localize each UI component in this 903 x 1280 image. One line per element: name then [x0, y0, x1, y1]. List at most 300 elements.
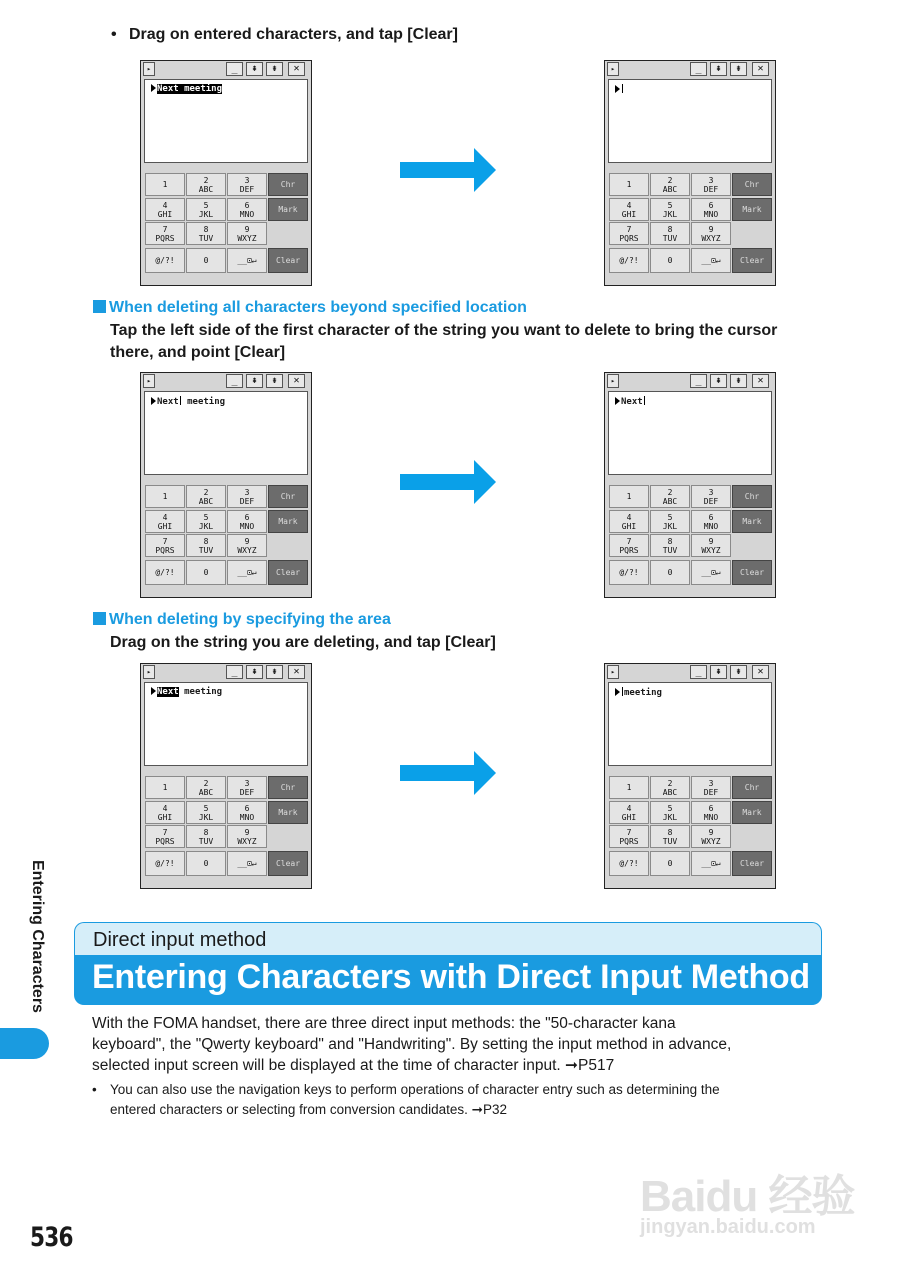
text-before-cursor: Next	[621, 397, 643, 407]
input-screen-after-2	[604, 372, 776, 598]
key-label: @/?!	[155, 256, 175, 265]
key-sublabel: JKL	[198, 521, 214, 531]
key-sublabel: GHI	[157, 521, 173, 531]
section3-heading	[93, 611, 391, 629]
menu-button[interactable]: ▸	[607, 62, 619, 76]
input-screen-after-3	[604, 663, 776, 889]
section-band-bottom	[74, 955, 822, 1005]
key-sublabel: PQRS	[155, 233, 175, 243]
key-sublabel: GHI	[157, 209, 173, 219]
minimize-button[interactable]: _	[690, 665, 707, 679]
key-sublabel: ABC	[662, 787, 678, 797]
key-label: Clear	[275, 568, 301, 577]
key-5[interactable]	[650, 510, 690, 533]
key-label: 0	[667, 256, 673, 265]
note-line1: You can also use the navigation keys to perform operations of character entry such as determining the	[110, 1082, 720, 1097]
key-label: 8	[203, 224, 209, 234]
key-mark[interactable]	[732, 510, 772, 533]
key-sublabel: TUV	[198, 545, 214, 555]
key-label: 7	[626, 224, 632, 234]
key-sublabel: ABC	[198, 184, 214, 194]
scroll-down-button[interactable]: ⇟	[266, 665, 283, 679]
text-entry-area[interactable]	[608, 682, 772, 766]
text-cursor	[622, 84, 623, 93]
key-label: 6	[708, 512, 714, 522]
minimize-button[interactable]: _	[226, 374, 243, 388]
key-sublabel: ABC	[662, 496, 678, 506]
key-label: 4	[162, 200, 168, 210]
key-sublabel: PQRS	[155, 545, 175, 555]
key-6[interactable]	[227, 510, 267, 533]
key-sublabel: GHI	[621, 812, 637, 822]
key-4[interactable]	[145, 801, 185, 824]
key-0[interactable]	[186, 560, 226, 585]
close-button[interactable]: ✕	[752, 374, 769, 388]
key-4[interactable]	[145, 198, 185, 221]
key-7[interactable]	[609, 534, 649, 557]
key-label: 4	[626, 803, 632, 813]
text-entry-area[interactable]	[608, 79, 772, 163]
key-8[interactable]	[186, 825, 226, 848]
key-clear[interactable]	[732, 248, 772, 273]
text-entry-area[interactable]	[144, 391, 308, 475]
key-label: 7	[626, 536, 632, 546]
cursor-marker-icon	[151, 397, 156, 405]
key-[interactable]	[691, 248, 731, 273]
key-label: 8	[203, 827, 209, 837]
key-sublabel: DEF	[239, 787, 255, 797]
key-label: 8	[667, 536, 673, 546]
side-chapter-label: Entering Characters	[29, 860, 46, 1013]
key-label: 2	[667, 487, 673, 497]
key-sublabel: ABC	[662, 184, 678, 194]
key-sublabel: DEF	[703, 496, 719, 506]
key-1[interactable]	[609, 173, 649, 196]
key-2[interactable]	[650, 173, 690, 196]
key-8[interactable]	[650, 534, 690, 557]
key-mark[interactable]	[732, 198, 772, 221]
key-label: 8	[203, 536, 209, 546]
key-5[interactable]	[650, 198, 690, 221]
minimize-button[interactable]: _	[226, 665, 243, 679]
key-mark[interactable]	[268, 510, 308, 533]
key-label: 9	[244, 827, 250, 837]
key-chr[interactable]	[732, 776, 772, 799]
key-label: 5	[203, 803, 209, 813]
key-sublabel: PQRS	[619, 545, 639, 555]
text-after-cursor: meeting	[181, 397, 226, 407]
text-entry-area[interactable]	[144, 79, 308, 163]
key-label: 6	[244, 200, 250, 210]
key-label: 4	[162, 512, 168, 522]
scroll-down-button[interactable]: ⇟	[730, 665, 747, 679]
key-label: Chr	[744, 180, 760, 189]
body-paragraph	[92, 1013, 812, 1076]
key-label: 5	[203, 512, 209, 522]
key-sublabel: JKL	[662, 209, 678, 219]
key-4[interactable]	[609, 198, 649, 221]
key-label: 4	[626, 512, 632, 522]
key-mark[interactable]	[732, 801, 772, 824]
key-label: 6	[244, 803, 250, 813]
key-clear[interactable]	[732, 560, 772, 585]
input-screen-before-3	[140, 663, 312, 889]
key-label: 0	[203, 256, 209, 265]
key-sublabel: WXYZ	[701, 233, 721, 243]
selected-text: Next meeting	[157, 84, 223, 94]
scroll-up-button[interactable]: ⇞	[710, 374, 727, 388]
minimize-button[interactable]: _	[690, 62, 707, 76]
key-chr[interactable]	[268, 173, 308, 196]
key-chr[interactable]	[268, 485, 308, 508]
key-sublabel: WXYZ	[237, 545, 257, 555]
key-label: Clear	[275, 859, 301, 868]
key-[interactable]	[145, 248, 185, 273]
key-0[interactable]	[186, 248, 226, 273]
bullet-dot: •	[111, 26, 117, 43]
key-9[interactable]	[691, 825, 731, 848]
key-[interactable]	[227, 248, 267, 273]
scroll-down-button[interactable]: ⇟	[266, 374, 283, 388]
key-1[interactable]	[145, 485, 185, 508]
key-sublabel: DEF	[703, 184, 719, 194]
key-label: Mark	[278, 808, 298, 817]
scroll-up-button[interactable]: ⇞	[246, 374, 263, 388]
key-label: Mark	[278, 517, 298, 526]
key-sublabel: TUV	[198, 233, 214, 243]
key-label: 2	[203, 778, 209, 788]
key-2[interactable]	[650, 485, 690, 508]
key-9[interactable]	[691, 534, 731, 557]
key-6[interactable]	[227, 801, 267, 824]
key-0[interactable]	[650, 560, 690, 585]
cursor-marker-icon	[151, 84, 156, 92]
key-clear[interactable]	[732, 851, 772, 876]
section-band-top	[74, 922, 822, 956]
key-sublabel: MNO	[239, 209, 255, 219]
key-0[interactable]	[186, 851, 226, 876]
key-sublabel: TUV	[198, 836, 214, 846]
section2-instruction	[110, 320, 870, 364]
key-sublabel: WXYZ	[701, 836, 721, 846]
cursor-marker-icon	[151, 687, 156, 695]
key-label: __⊡↵	[237, 859, 257, 868]
key-0[interactable]	[650, 851, 690, 876]
key-label: 9	[244, 224, 250, 234]
right-arrow-icon	[400, 460, 496, 504]
key-label: @/?!	[619, 256, 639, 265]
key-8[interactable]	[186, 222, 226, 245]
watermark-url: jingyan.baidu.com	[640, 1216, 816, 1238]
key-3[interactable]	[691, 776, 731, 799]
key-label: __⊡↵	[701, 568, 721, 577]
cursor-marker-icon	[615, 688, 620, 696]
key-label: Clear	[739, 859, 765, 868]
key-5[interactable]	[186, 198, 226, 221]
key-sublabel: WXYZ	[237, 233, 257, 243]
key-label: 6	[708, 200, 714, 210]
key-chr[interactable]	[268, 776, 308, 799]
key-7[interactable]	[609, 222, 649, 245]
section2-instruction-line2: there, and point [Clear]	[110, 344, 286, 361]
page-number: 536	[30, 1222, 73, 1253]
close-button[interactable]: ✕	[288, 62, 305, 76]
key-4[interactable]	[609, 801, 649, 824]
key-6[interactable]	[227, 198, 267, 221]
key-label: 9	[708, 224, 714, 234]
section2-instruction-line1: Tap the left side of the first character of the string you want to delete to bring the cursor	[110, 322, 778, 339]
key-[interactable]	[691, 560, 731, 585]
square-marker-icon	[93, 300, 106, 313]
key-label: Chr	[744, 783, 760, 792]
key-[interactable]	[145, 851, 185, 876]
intro-bullet	[111, 26, 458, 44]
section-subtitle: Direct input method	[93, 929, 267, 951]
menu-button[interactable]: ▸	[143, 665, 155, 679]
key-label: __⊡↵	[701, 859, 721, 868]
key-5[interactable]	[186, 510, 226, 533]
key-7[interactable]	[145, 534, 185, 557]
key-label: 4	[162, 803, 168, 813]
key-label: 5	[667, 200, 673, 210]
scroll-up-button[interactable]: ⇞	[710, 62, 727, 76]
key-sublabel: GHI	[621, 209, 637, 219]
key-[interactable]	[691, 851, 731, 876]
close-button[interactable]: ✕	[288, 665, 305, 679]
scroll-down-button[interactable]: ⇟	[266, 62, 283, 76]
key-2[interactable]	[186, 776, 226, 799]
key-sublabel: DEF	[239, 496, 255, 506]
scroll-up-button[interactable]: ⇞	[246, 62, 263, 76]
key-7[interactable]	[145, 222, 185, 245]
key-label: Chr	[744, 492, 760, 501]
key-chr[interactable]	[732, 173, 772, 196]
key-[interactable]	[227, 560, 267, 585]
key-3[interactable]	[691, 485, 731, 508]
key-label: 3	[244, 487, 250, 497]
key-label: 6	[708, 803, 714, 813]
key-5[interactable]	[650, 801, 690, 824]
key-3[interactable]	[691, 173, 731, 196]
key-clear[interactable]	[268, 560, 308, 585]
watermark-logo: Baidu 经验	[640, 1172, 855, 1221]
minimize-button[interactable]: _	[226, 62, 243, 76]
body-line3: selected input screen will be displayed at the time of character input. ➞P517	[92, 1057, 615, 1074]
key-sublabel: TUV	[662, 545, 678, 555]
note	[92, 1080, 810, 1120]
key-label: 0	[203, 568, 209, 577]
key-7[interactable]	[609, 825, 649, 848]
key-label: __⊡↵	[237, 568, 257, 577]
close-button[interactable]: ✕	[752, 665, 769, 679]
key-label: 2	[203, 175, 209, 185]
key-label: Mark	[742, 808, 762, 817]
key-label: 7	[162, 224, 168, 234]
key-sublabel: TUV	[662, 233, 678, 243]
key-label: 2	[667, 778, 673, 788]
key-5[interactable]	[186, 801, 226, 824]
key-3[interactable]	[227, 485, 267, 508]
key-6[interactable]	[691, 801, 731, 824]
text-cursor	[644, 396, 645, 405]
selected-text: Next	[157, 687, 179, 697]
key-1[interactable]	[145, 776, 185, 799]
key-label: Mark	[742, 517, 762, 526]
key-label: Mark	[278, 205, 298, 214]
menu-button[interactable]: ▸	[607, 374, 619, 388]
key-sublabel: WXYZ	[237, 836, 257, 846]
key-1[interactable]	[609, 485, 649, 508]
body-line1: With the FOMA handset, there are three direct input methods: the "50-character kana	[92, 1015, 676, 1032]
key-label: 6	[244, 512, 250, 522]
key-1[interactable]	[145, 173, 185, 196]
right-arrow-icon	[400, 148, 496, 192]
key-label: 5	[203, 200, 209, 210]
key-1[interactable]	[609, 776, 649, 799]
section3-heading-text: When deleting by specifying the area	[109, 611, 391, 628]
key-6[interactable]	[691, 510, 731, 533]
key-label: Mark	[742, 205, 762, 214]
note-line2: entered characters or selecting from conversion candidates. ➞P32	[110, 1102, 508, 1117]
key-9[interactable]	[227, 534, 267, 557]
key-label: 3	[708, 778, 714, 788]
key-sublabel: MNO	[703, 209, 719, 219]
key-clear[interactable]	[268, 248, 308, 273]
key-[interactable]	[145, 560, 185, 585]
key-sublabel: DEF	[703, 787, 719, 797]
key-0[interactable]	[650, 248, 690, 273]
key-sublabel: PQRS	[619, 836, 639, 846]
key-sublabel: WXYZ	[701, 545, 721, 555]
scroll-up-button[interactable]: ⇞	[710, 665, 727, 679]
key-sublabel: GHI	[621, 521, 637, 531]
right-arrow-icon	[400, 751, 496, 795]
key-chr[interactable]	[732, 485, 772, 508]
section3-instruction: Drag on the string you are deleting, and tap [Clear]	[110, 634, 496, 651]
key-clear[interactable]	[268, 851, 308, 876]
key-label: @/?!	[619, 568, 639, 577]
key-label: 2	[667, 175, 673, 185]
minimize-button[interactable]: _	[690, 374, 707, 388]
key-sublabel: ABC	[198, 787, 214, 797]
key-8[interactable]	[650, 825, 690, 848]
key-sublabel: ABC	[198, 496, 214, 506]
key-label: @/?!	[155, 859, 175, 868]
key-label: 3	[708, 487, 714, 497]
key-7[interactable]	[145, 825, 185, 848]
key-sublabel: JKL	[198, 812, 214, 822]
key-label: 2	[203, 487, 209, 497]
key-9[interactable]	[227, 222, 267, 245]
key-4[interactable]	[609, 510, 649, 533]
key-3[interactable]	[227, 776, 267, 799]
key-2[interactable]	[186, 173, 226, 196]
key-sublabel: JKL	[198, 209, 214, 219]
key-label: 1	[162, 492, 168, 501]
key-label: Chr	[280, 492, 296, 501]
key-8[interactable]	[186, 534, 226, 557]
key-label: 3	[708, 175, 714, 185]
key-4[interactable]	[145, 510, 185, 533]
text-after-cursor: meeting	[624, 688, 662, 698]
body-line2: keyboard", the "Qwerty keyboard" and "Handwriting". By setting the input method in advance,	[92, 1036, 732, 1053]
key-sublabel: PQRS	[155, 836, 175, 846]
key-label: 8	[667, 224, 673, 234]
key-8[interactable]	[650, 222, 690, 245]
key-2[interactable]	[650, 776, 690, 799]
key-sublabel: JKL	[662, 812, 678, 822]
key-label: Chr	[280, 783, 296, 792]
key-label: 5	[667, 803, 673, 813]
square-marker-icon	[93, 612, 106, 625]
menu-button[interactable]: ▸	[143, 374, 155, 388]
watermark	[640, 1160, 855, 1238]
key-sublabel: GHI	[157, 812, 173, 822]
text-cursor	[622, 687, 623, 696]
key-label: @/?!	[619, 859, 639, 868]
cursor-marker-icon	[615, 85, 620, 93]
key-sublabel: MNO	[239, 812, 255, 822]
key-label: 0	[667, 859, 673, 868]
scroll-up-button[interactable]: ⇞	[246, 665, 263, 679]
key-label: 9	[708, 827, 714, 837]
key-sublabel: JKL	[662, 521, 678, 531]
key-6[interactable]	[691, 198, 731, 221]
key-sublabel: DEF	[239, 184, 255, 194]
key-label: 9	[244, 536, 250, 546]
text-after-cursor: meeting	[178, 687, 223, 697]
scroll-down-button[interactable]: ⇟	[730, 374, 747, 388]
text-entry-area[interactable]	[144, 682, 308, 766]
key-mark[interactable]	[268, 198, 308, 221]
key-2[interactable]	[186, 485, 226, 508]
scroll-down-button[interactable]: ⇟	[730, 62, 747, 76]
key-label: 4	[626, 200, 632, 210]
side-chapter-tab	[0, 1028, 49, 1059]
key-label: __⊡↵	[237, 256, 257, 265]
key-label: Clear	[739, 568, 765, 577]
section-title: Entering Characters with Direct Input Method	[92, 958, 810, 996]
key-label: 1	[162, 783, 168, 792]
key-label: 5	[667, 512, 673, 522]
input-screen-before-2	[140, 372, 312, 598]
menu-button[interactable]: ▸	[607, 665, 619, 679]
menu-button[interactable]: ▸	[143, 62, 155, 76]
key-label: @/?!	[155, 568, 175, 577]
key-label: 0	[203, 859, 209, 868]
key-9[interactable]	[691, 222, 731, 245]
key-label: 3	[244, 778, 250, 788]
close-button[interactable]: ✕	[288, 374, 305, 388]
close-button[interactable]: ✕	[752, 62, 769, 76]
key-[interactable]	[227, 851, 267, 876]
section2-heading	[93, 299, 527, 317]
text-entry-area[interactable]	[608, 391, 772, 475]
key-[interactable]	[609, 560, 649, 585]
key-sublabel: TUV	[662, 836, 678, 846]
section2-heading-text: When deleting all characters beyond specified location	[109, 299, 527, 316]
key-mark[interactable]	[268, 801, 308, 824]
key-label: 7	[162, 827, 168, 837]
key-3[interactable]	[227, 173, 267, 196]
note-bullet: •	[92, 1082, 97, 1097]
key-9[interactable]	[227, 825, 267, 848]
key-[interactable]	[609, 248, 649, 273]
key-label: 1	[626, 783, 632, 792]
key-[interactable]	[609, 851, 649, 876]
cursor-marker-icon	[615, 397, 620, 405]
key-label: 3	[244, 175, 250, 185]
